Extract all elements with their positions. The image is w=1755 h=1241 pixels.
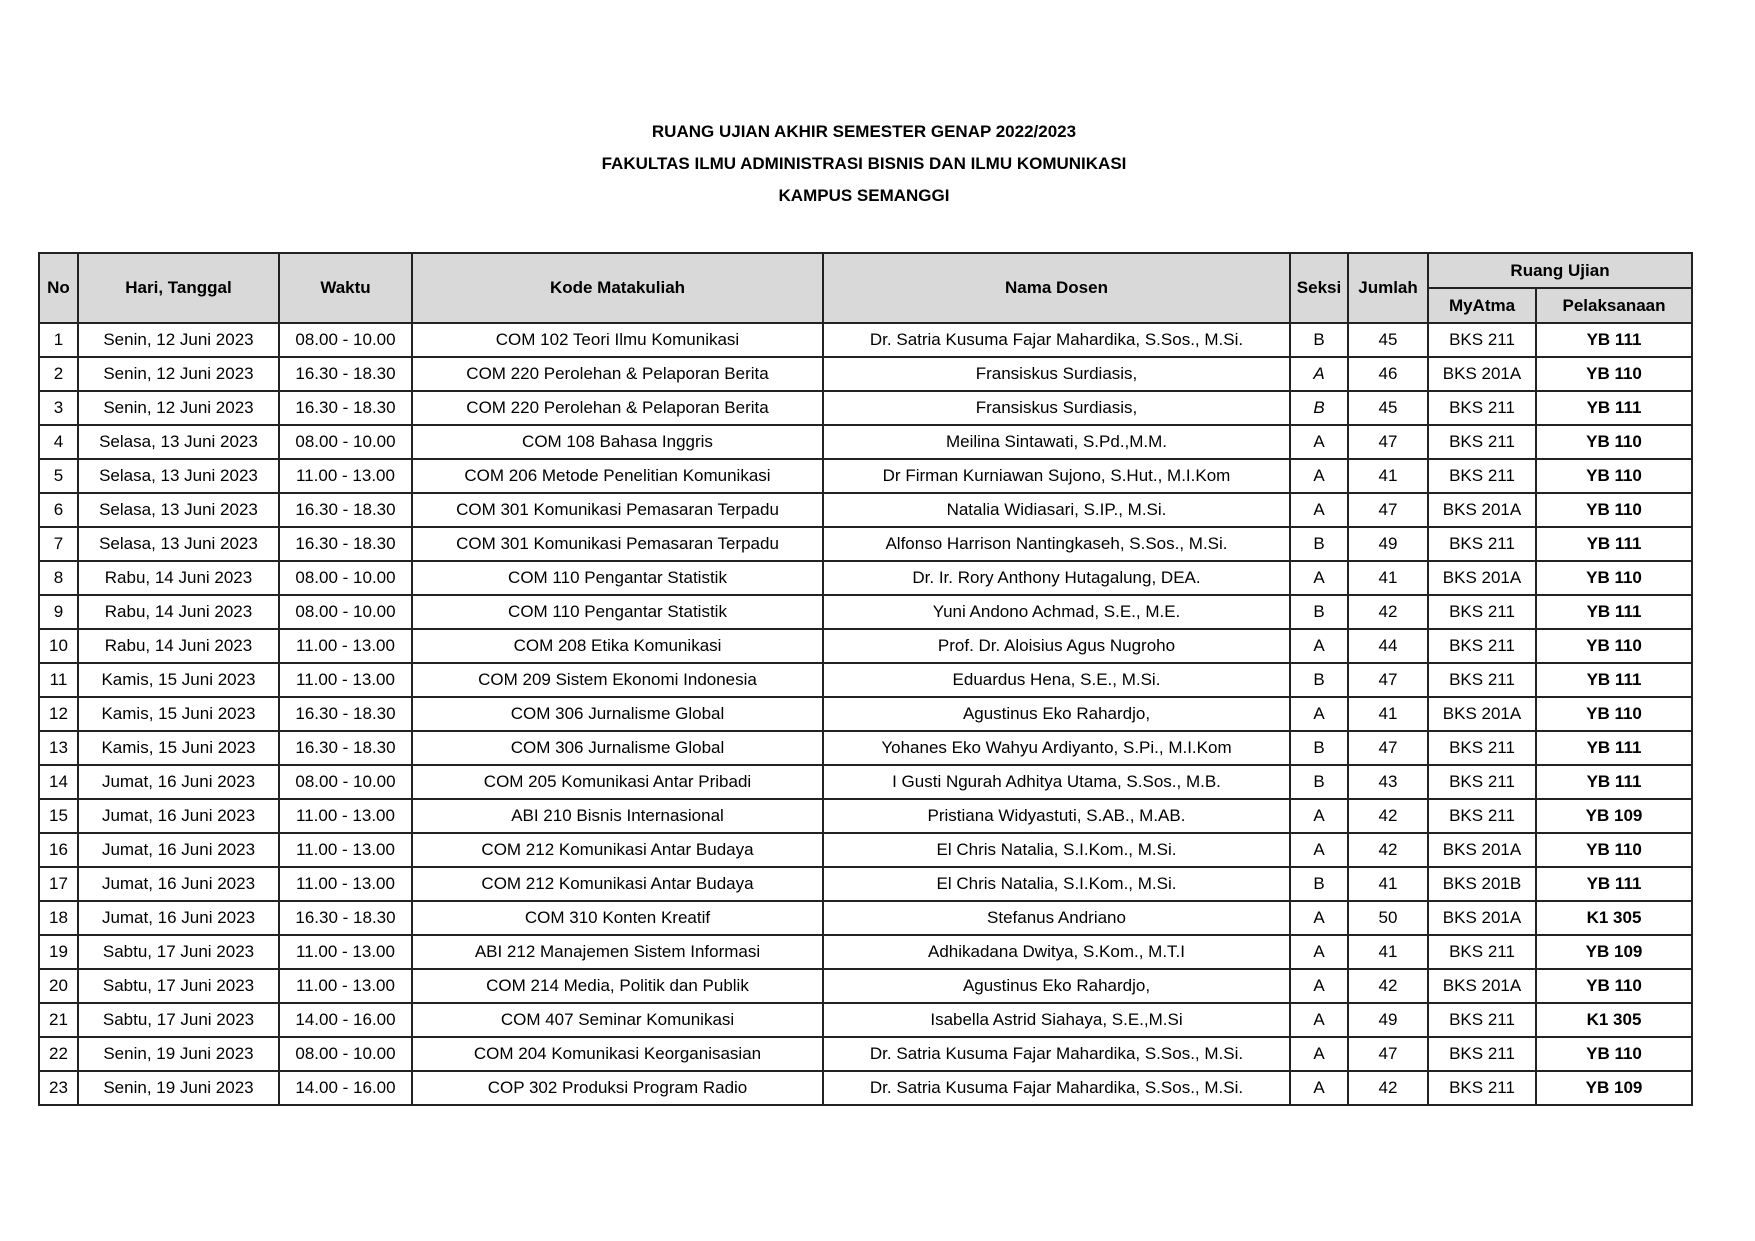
cell-ruang-myatma: BKS 201A — [1428, 561, 1536, 595]
cell-no: 19 — [39, 935, 78, 969]
cell-seksi: A — [1290, 969, 1348, 1003]
cell-ruang-myatma: BKS 211 — [1428, 595, 1536, 629]
cell-ruang-myatma: BKS 211 — [1428, 323, 1536, 357]
col-header-myatma: MyAtma — [1428, 288, 1536, 323]
cell-no: 9 — [39, 595, 78, 629]
cell-hari-tanggal: Rabu, 14 Juni 2023 — [78, 561, 279, 595]
cell-waktu: 11.00 - 13.00 — [279, 969, 412, 1003]
table-row — [39, 765, 1692, 799]
cell-ruang-myatma: BKS 201A — [1428, 969, 1536, 1003]
table-row — [39, 595, 1692, 629]
cell-kode-matakuliah: COM 204 Komunikasi Keorganisasian — [412, 1037, 823, 1071]
table-header — [39, 253, 1692, 323]
cell-waktu: 11.00 - 13.00 — [279, 867, 412, 901]
cell-hari-tanggal: Selasa, 13 Juni 2023 — [78, 493, 279, 527]
cell-waktu: 08.00 - 10.00 — [279, 561, 412, 595]
cell-ruang-pelaksanaan: YB 111 — [1536, 527, 1692, 561]
cell-hari-tanggal: Selasa, 13 Juni 2023 — [78, 459, 279, 493]
cell-hari-tanggal: Jumat, 16 Juni 2023 — [78, 799, 279, 833]
cell-no: 22 — [39, 1037, 78, 1071]
cell-waktu: 11.00 - 13.00 — [279, 629, 412, 663]
table-row — [39, 323, 1692, 357]
cell-ruang-myatma: BKS 211 — [1428, 663, 1536, 697]
cell-waktu: 11.00 - 13.00 — [279, 935, 412, 969]
cell-nama-dosen: Agustinus Eko Rahardjo, — [823, 969, 1290, 1003]
cell-ruang-pelaksanaan: YB 111 — [1536, 731, 1692, 765]
cell-seksi: A — [1290, 561, 1348, 595]
cell-ruang-myatma: BKS 211 — [1428, 731, 1536, 765]
cell-jumlah: 47 — [1348, 663, 1428, 697]
cell-nama-dosen: Dr. Ir. Rory Anthony Hutagalung, DEA. — [823, 561, 1290, 595]
cell-waktu: 11.00 - 13.00 — [279, 799, 412, 833]
cell-nama-dosen: Stefanus Andriano — [823, 901, 1290, 935]
table-row — [39, 391, 1692, 425]
cell-no: 1 — [39, 323, 78, 357]
cell-nama-dosen: Meilina Sintawati, S.Pd.,M.M. — [823, 425, 1290, 459]
cell-ruang-pelaksanaan: YB 110 — [1536, 1037, 1692, 1071]
cell-waktu: 14.00 - 16.00 — [279, 1003, 412, 1037]
table-row — [39, 799, 1692, 833]
cell-waktu: 16.30 - 18.30 — [279, 901, 412, 935]
cell-nama-dosen: I Gusti Ngurah Adhitya Utama, S.Sos., M.B. — [823, 765, 1290, 799]
cell-ruang-myatma: BKS 201A — [1428, 901, 1536, 935]
cell-jumlah: 44 — [1348, 629, 1428, 663]
table-row — [39, 901, 1692, 935]
cell-jumlah: 41 — [1348, 867, 1428, 901]
cell-waktu: 16.30 - 18.30 — [279, 357, 412, 391]
cell-ruang-myatma: BKS 211 — [1428, 1071, 1536, 1105]
cell-kode-matakuliah: COM 220 Perolehan & Pelaporan Berita — [412, 391, 823, 425]
cell-nama-dosen: Yuni Andono Achmad, S.E., M.E. — [823, 595, 1290, 629]
cell-ruang-pelaksanaan: YB 110 — [1536, 493, 1692, 527]
cell-hari-tanggal: Sabtu, 17 Juni 2023 — [78, 969, 279, 1003]
cell-waktu: 16.30 - 18.30 — [279, 391, 412, 425]
cell-jumlah: 41 — [1348, 935, 1428, 969]
cell-jumlah: 42 — [1348, 595, 1428, 629]
cell-no: 23 — [39, 1071, 78, 1105]
cell-hari-tanggal: Jumat, 16 Juni 2023 — [78, 867, 279, 901]
cell-ruang-pelaksanaan: YB 111 — [1536, 765, 1692, 799]
cell-nama-dosen: Yohanes Eko Wahyu Ardiyanto, S.Pi., M.I.Kom — [823, 731, 1290, 765]
cell-seksi: A — [1290, 935, 1348, 969]
cell-seksi: A — [1290, 425, 1348, 459]
cell-jumlah: 42 — [1348, 833, 1428, 867]
cell-ruang-pelaksanaan: YB 109 — [1536, 1071, 1692, 1105]
cell-seksi: A — [1290, 1037, 1348, 1071]
cell-seksi: B — [1290, 867, 1348, 901]
table-row — [39, 629, 1692, 663]
col-header-kode-matakuliah: Kode Matakuliah — [412, 253, 823, 323]
cell-seksi: B — [1290, 595, 1348, 629]
cell-hari-tanggal: Jumat, 16 Juni 2023 — [78, 901, 279, 935]
cell-ruang-pelaksanaan: YB 110 — [1536, 969, 1692, 1003]
cell-hari-tanggal: Selasa, 13 Juni 2023 — [78, 425, 279, 459]
cell-nama-dosen: Adhikadana Dwitya, S.Kom., M.T.I — [823, 935, 1290, 969]
cell-hari-tanggal: Sabtu, 17 Juni 2023 — [78, 935, 279, 969]
table-row — [39, 425, 1692, 459]
cell-seksi: A — [1290, 697, 1348, 731]
cell-kode-matakuliah: COM 301 Komunikasi Pemasaran Terpadu — [412, 493, 823, 527]
cell-jumlah: 49 — [1348, 527, 1428, 561]
cell-nama-dosen: El Chris Natalia, S.I.Kom., M.Si. — [823, 833, 1290, 867]
cell-kode-matakuliah: COM 212 Komunikasi Antar Budaya — [412, 833, 823, 867]
cell-no: 8 — [39, 561, 78, 595]
cell-ruang-pelaksanaan: K1 305 — [1536, 1003, 1692, 1037]
cell-waktu: 11.00 - 13.00 — [279, 459, 412, 493]
cell-ruang-pelaksanaan: YB 111 — [1536, 663, 1692, 697]
table-body — [39, 323, 1692, 1105]
table-row — [39, 697, 1692, 731]
cell-nama-dosen: Agustinus Eko Rahardjo, — [823, 697, 1290, 731]
cell-no: 15 — [39, 799, 78, 833]
cell-ruang-myatma: BKS 201A — [1428, 833, 1536, 867]
cell-seksi: A — [1290, 357, 1348, 391]
cell-nama-dosen: Dr Firman Kurniawan Sujono, S.Hut., M.I.Kom — [823, 459, 1290, 493]
cell-no: 3 — [39, 391, 78, 425]
cell-ruang-pelaksanaan: YB 111 — [1536, 391, 1692, 425]
cell-kode-matakuliah: COM 110 Pengantar Statistik — [412, 595, 823, 629]
cell-ruang-myatma: BKS 201A — [1428, 697, 1536, 731]
table-row — [39, 935, 1692, 969]
cell-hari-tanggal: Jumat, 16 Juni 2023 — [78, 765, 279, 799]
title-line-2: FAKULTAS ILMU ADMINISTRASI BISNIS DAN ILMU KOMUNIKASI — [601, 154, 1127, 173]
cell-jumlah: 50 — [1348, 901, 1428, 935]
cell-nama-dosen: Natalia Widiasari, S.IP., M.Si. — [823, 493, 1290, 527]
cell-waktu: 16.30 - 18.30 — [279, 731, 412, 765]
cell-no: 18 — [39, 901, 78, 935]
cell-kode-matakuliah: COM 306 Jurnalisme Global — [412, 697, 823, 731]
cell-jumlah: 41 — [1348, 459, 1428, 493]
cell-hari-tanggal: Kamis, 15 Juni 2023 — [78, 697, 279, 731]
cell-ruang-myatma: BKS 211 — [1428, 391, 1536, 425]
cell-ruang-myatma: BKS 201B — [1428, 867, 1536, 901]
cell-waktu: 08.00 - 10.00 — [279, 323, 412, 357]
cell-no: 12 — [39, 697, 78, 731]
cell-jumlah: 46 — [1348, 357, 1428, 391]
cell-kode-matakuliah: COM 212 Komunikasi Antar Budaya — [412, 867, 823, 901]
cell-seksi: B — [1290, 731, 1348, 765]
col-header-jumlah: Jumlah — [1348, 253, 1428, 323]
table-row — [39, 1071, 1692, 1105]
table-row — [39, 663, 1692, 697]
cell-ruang-pelaksanaan: YB 111 — [1536, 867, 1692, 901]
cell-nama-dosen: Fransiskus Surdiasis, — [823, 357, 1290, 391]
cell-seksi: B — [1290, 765, 1348, 799]
col-header-no: No — [39, 253, 78, 323]
cell-kode-matakuliah: COM 301 Komunikasi Pemasaran Terpadu — [412, 527, 823, 561]
cell-jumlah: 43 — [1348, 765, 1428, 799]
col-header-nama-dosen: Nama Dosen — [823, 253, 1290, 323]
cell-no: 10 — [39, 629, 78, 663]
cell-seksi: A — [1290, 1003, 1348, 1037]
cell-seksi: A — [1290, 799, 1348, 833]
cell-ruang-myatma: BKS 211 — [1428, 425, 1536, 459]
table-row — [39, 459, 1692, 493]
cell-kode-matakuliah: COP 302 Produksi Program Radio — [412, 1071, 823, 1105]
cell-jumlah: 47 — [1348, 493, 1428, 527]
cell-ruang-pelaksanaan: YB 110 — [1536, 357, 1692, 391]
cell-waktu: 16.30 - 18.30 — [279, 527, 412, 561]
cell-ruang-pelaksanaan: YB 110 — [1536, 629, 1692, 663]
cell-nama-dosen: El Chris Natalia, S.I.Kom., M.Si. — [823, 867, 1290, 901]
cell-kode-matakuliah: COM 407 Seminar Komunikasi — [412, 1003, 823, 1037]
cell-ruang-myatma: BKS 211 — [1428, 459, 1536, 493]
cell-ruang-pelaksanaan: YB 110 — [1536, 561, 1692, 595]
cell-ruang-myatma: BKS 211 — [1428, 1037, 1536, 1071]
col-header-pelaksanaan: Pelaksanaan — [1536, 288, 1692, 323]
cell-waktu: 08.00 - 10.00 — [279, 595, 412, 629]
cell-seksi: A — [1290, 459, 1348, 493]
cell-nama-dosen: Pristiana Widyastuti, S.AB., M.AB. — [823, 799, 1290, 833]
cell-ruang-myatma: BKS 211 — [1428, 765, 1536, 799]
col-header-hari-tanggal: Hari, Tanggal — [78, 253, 279, 323]
cell-jumlah: 47 — [1348, 731, 1428, 765]
cell-no: 20 — [39, 969, 78, 1003]
cell-seksi: B — [1290, 391, 1348, 425]
cell-no: 2 — [39, 357, 78, 391]
cell-jumlah: 42 — [1348, 1071, 1428, 1105]
cell-no: 4 — [39, 425, 78, 459]
cell-ruang-myatma: BKS 211 — [1428, 799, 1536, 833]
cell-nama-dosen: Alfonso Harrison Nantingkaseh, S.Sos., M.Si. — [823, 527, 1290, 561]
exam-schedule-table — [38, 252, 1693, 1106]
cell-nama-dosen: Dr. Satria Kusuma Fajar Mahardika, S.Sos., M.Si. — [823, 1071, 1290, 1105]
col-header-ruang-ujian: Ruang Ujian — [1428, 253, 1692, 288]
cell-jumlah: 45 — [1348, 391, 1428, 425]
cell-ruang-myatma: BKS 201A — [1428, 493, 1536, 527]
cell-jumlah: 47 — [1348, 1037, 1428, 1071]
cell-seksi: A — [1290, 901, 1348, 935]
table-row — [39, 731, 1692, 765]
cell-hari-tanggal: Selasa, 13 Juni 2023 — [78, 527, 279, 561]
cell-kode-matakuliah: COM 205 Komunikasi Antar Pribadi — [412, 765, 823, 799]
cell-ruang-myatma: BKS 211 — [1428, 1003, 1536, 1037]
cell-hari-tanggal: Senin, 12 Juni 2023 — [78, 357, 279, 391]
cell-waktu: 11.00 - 13.00 — [279, 833, 412, 867]
cell-seksi: A — [1290, 1071, 1348, 1105]
cell-hari-tanggal: Kamis, 15 Juni 2023 — [78, 663, 279, 697]
cell-ruang-pelaksanaan: YB 110 — [1536, 425, 1692, 459]
cell-kode-matakuliah: COM 206 Metode Penelitian Komunikasi — [412, 459, 823, 493]
cell-ruang-myatma: BKS 211 — [1428, 629, 1536, 663]
cell-jumlah: 45 — [1348, 323, 1428, 357]
title-line-1: RUANG UJIAN AKHIR SEMESTER GENAP 2022/2023 — [651, 122, 1077, 141]
cell-ruang-pelaksanaan: YB 110 — [1536, 459, 1692, 493]
cell-no: 17 — [39, 867, 78, 901]
cell-hari-tanggal: Senin, 19 Juni 2023 — [78, 1037, 279, 1071]
cell-jumlah: 41 — [1348, 697, 1428, 731]
table-row — [39, 357, 1692, 391]
cell-ruang-pelaksanaan: YB 109 — [1536, 799, 1692, 833]
cell-nama-dosen: Eduardus Hena, S.E., M.Si. — [823, 663, 1290, 697]
cell-waktu: 16.30 - 18.30 — [279, 493, 412, 527]
col-header-seksi: Seksi — [1290, 253, 1348, 323]
cell-ruang-myatma: BKS 201A — [1428, 357, 1536, 391]
cell-kode-matakuliah: COM 220 Perolehan & Pelaporan Berita — [412, 357, 823, 391]
cell-waktu: 08.00 - 10.00 — [279, 1037, 412, 1071]
table-row — [39, 833, 1692, 867]
cell-seksi: B — [1290, 323, 1348, 357]
cell-ruang-pelaksanaan: YB 109 — [1536, 935, 1692, 969]
cell-kode-matakuliah: COM 310 Konten Kreatif — [412, 901, 823, 935]
cell-kode-matakuliah: COM 306 Jurnalisme Global — [412, 731, 823, 765]
cell-kode-matakuliah: COM 108 Bahasa Inggris — [412, 425, 823, 459]
cell-ruang-myatma: BKS 211 — [1428, 935, 1536, 969]
cell-jumlah: 42 — [1348, 799, 1428, 833]
cell-no: 7 — [39, 527, 78, 561]
cell-nama-dosen: Prof. Dr. Aloisius Agus Nugroho — [823, 629, 1290, 663]
cell-waktu: 14.00 - 16.00 — [279, 1071, 412, 1105]
cell-nama-dosen: Isabella Astrid Siahaya, S.E.,M.Si — [823, 1003, 1290, 1037]
cell-no: 16 — [39, 833, 78, 867]
cell-seksi: A — [1290, 493, 1348, 527]
cell-kode-matakuliah: ABI 212 Manajemen Sistem Informasi — [412, 935, 823, 969]
cell-no: 13 — [39, 731, 78, 765]
cell-no: 21 — [39, 1003, 78, 1037]
cell-seksi: B — [1290, 663, 1348, 697]
cell-jumlah: 49 — [1348, 1003, 1428, 1037]
table-row — [39, 493, 1692, 527]
cell-hari-tanggal: Senin, 12 Juni 2023 — [78, 323, 279, 357]
cell-kode-matakuliah: COM 209 Sistem Ekonomi Indonesia — [412, 663, 823, 697]
cell-no: 5 — [39, 459, 78, 493]
cell-nama-dosen: Dr. Satria Kusuma Fajar Mahardika, S.Sos., M.Si. — [823, 323, 1290, 357]
table-row — [39, 527, 1692, 561]
table-row — [39, 867, 1692, 901]
cell-hari-tanggal: Senin, 19 Juni 2023 — [78, 1071, 279, 1105]
cell-hari-tanggal: Sabtu, 17 Juni 2023 — [78, 1003, 279, 1037]
cell-no: 14 — [39, 765, 78, 799]
cell-kode-matakuliah: ABI 210 Bisnis Internasional — [412, 799, 823, 833]
cell-hari-tanggal: Jumat, 16 Juni 2023 — [78, 833, 279, 867]
cell-ruang-myatma: BKS 211 — [1428, 527, 1536, 561]
cell-hari-tanggal: Kamis, 15 Juni 2023 — [78, 731, 279, 765]
cell-waktu: 16.30 - 18.30 — [279, 697, 412, 731]
cell-no: 11 — [39, 663, 78, 697]
cell-nama-dosen: Fransiskus Surdiasis, — [823, 391, 1290, 425]
table-row — [39, 1003, 1692, 1037]
cell-kode-matakuliah: COM 208 Etika Komunikasi — [412, 629, 823, 663]
cell-kode-matakuliah: COM 110 Pengantar Statistik — [412, 561, 823, 595]
cell-jumlah: 47 — [1348, 425, 1428, 459]
cell-jumlah: 42 — [1348, 969, 1428, 1003]
document-header — [0, 118, 1728, 214]
cell-waktu: 11.00 - 13.00 — [279, 663, 412, 697]
col-header-waktu: Waktu — [279, 253, 412, 323]
cell-waktu: 08.00 - 10.00 — [279, 765, 412, 799]
cell-hari-tanggal: Rabu, 14 Juni 2023 — [78, 629, 279, 663]
cell-no: 6 — [39, 493, 78, 527]
cell-kode-matakuliah: COM 102 Teori Ilmu Komunikasi — [412, 323, 823, 357]
cell-ruang-pelaksanaan: YB 110 — [1536, 833, 1692, 867]
cell-jumlah: 41 — [1348, 561, 1428, 595]
cell-seksi: A — [1290, 629, 1348, 663]
cell-waktu: 08.00 - 10.00 — [279, 425, 412, 459]
cell-kode-matakuliah: COM 214 Media, Politik dan Publik — [412, 969, 823, 1003]
cell-ruang-pelaksanaan: YB 111 — [1536, 323, 1692, 357]
cell-seksi: B — [1290, 527, 1348, 561]
cell-hari-tanggal: Rabu, 14 Juni 2023 — [78, 595, 279, 629]
table-row — [39, 1037, 1692, 1071]
title-line-3: KAMPUS SEMANGGI — [778, 186, 950, 205]
cell-ruang-pelaksanaan: YB 110 — [1536, 697, 1692, 731]
cell-seksi: A — [1290, 833, 1348, 867]
cell-hari-tanggal: Senin, 12 Juni 2023 — [78, 391, 279, 425]
cell-nama-dosen: Dr. Satria Kusuma Fajar Mahardika, S.Sos., M.Si. — [823, 1037, 1290, 1071]
table-row — [39, 969, 1692, 1003]
table-row — [39, 561, 1692, 595]
cell-ruang-pelaksanaan: K1 305 — [1536, 901, 1692, 935]
cell-ruang-pelaksanaan: YB 111 — [1536, 595, 1692, 629]
